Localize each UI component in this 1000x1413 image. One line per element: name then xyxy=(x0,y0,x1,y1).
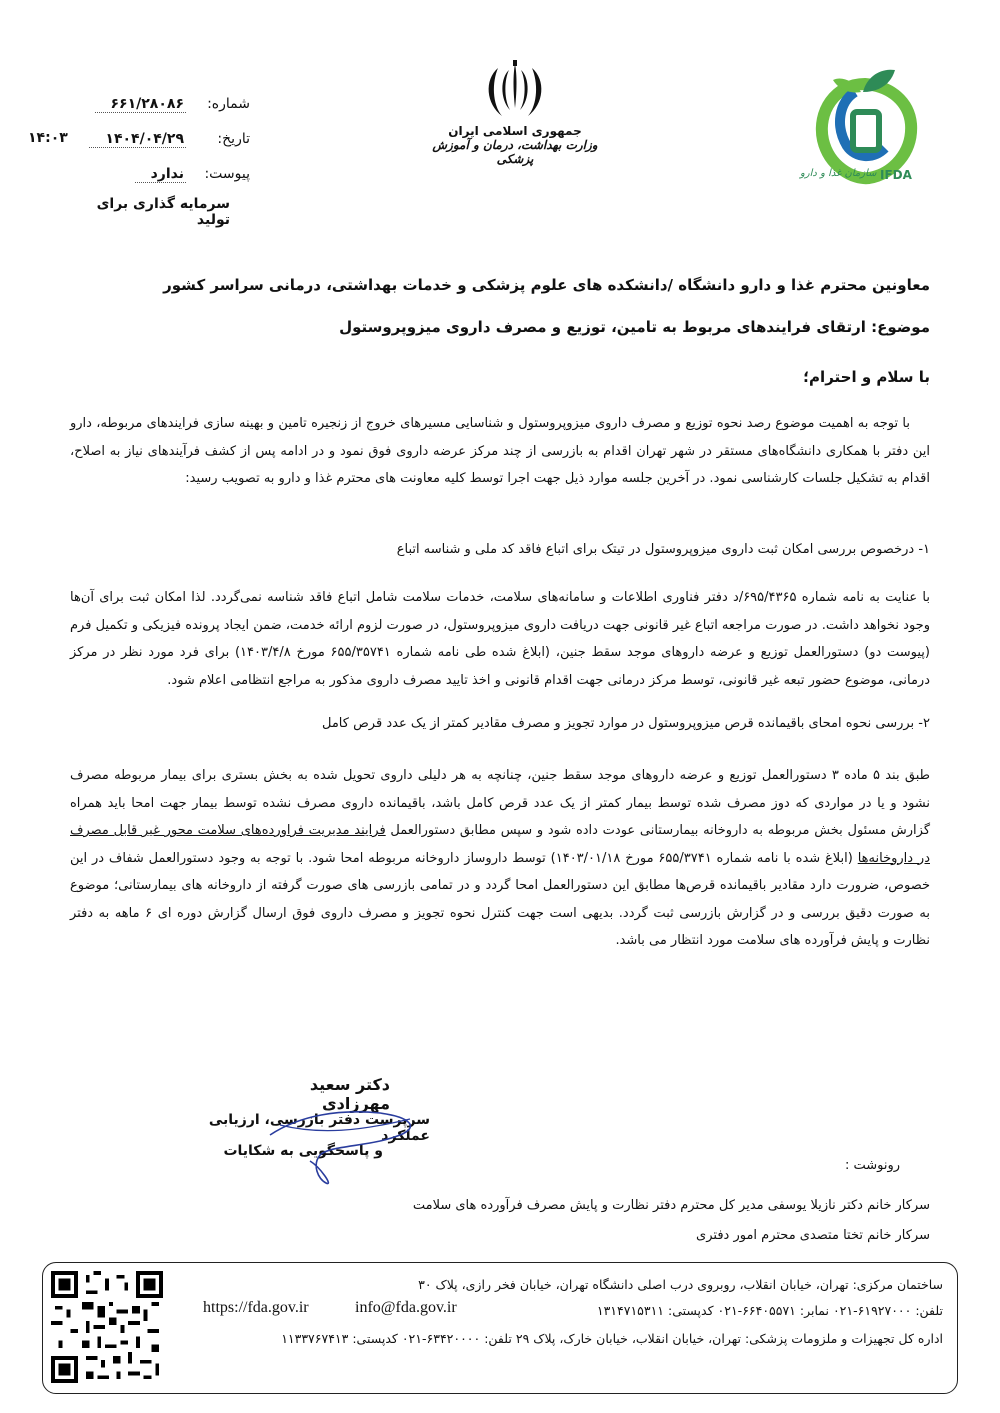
letter-number-row xyxy=(20,96,250,118)
signatory-name: دکتر سعید مهرزادی xyxy=(309,1075,390,1113)
footer-equipment-office: اداره کل تجهیزات و ملزومات پزشکی: تهران، خیابان انقلاب، خیابان خارک، پلاک ۲۹ تلفن: ۶۳۴۲۰۰۰۰-۰۲۱ کدپستی: ۱۱۳۳۷۶۷۴۱۳ xyxy=(281,1331,943,1346)
paragraph-item-2-part-2: (ابلاغ شده با نامه شماره ۶۵۵/۳۷۴۱ مورخ ۱۴۰۳/۰۱/۱۸) توسط داروساز داروخانه مربوطه امحا شود. با توجه به وجود دستورالعمل شفاف در این خصوص، ضرورت دارد مقادیر باقیمانده قرص‌ها مطابق این دستورالعمل امحا گردد و در تمامی بازرسی های صورت گرفته از داروخانه های بیمارستانی؛ موضوع به صورت دقیق بررسی و در گزارش بازرسی ثبت گردد. بدیهی است جهت کنترل نحوه تجویز و مصرف داروی فوق ارسال گزارش دوره ای ۶ ماهه به دفتر نظارت و پایش فرآورده های سلامت مورد انتظار می باشد. xyxy=(70,850,930,948)
footer-box xyxy=(42,1262,958,1394)
letter-subject xyxy=(339,318,930,336)
footer-phones: تلفن: ۶۱۹۲۷۰۰۰-۰۲۱ نمابر: ۶۶۴۰۵۵۷۱-۰۲۱ کدپستی: ۱۳۱۴۷۱۵۳۱۱ xyxy=(596,1303,943,1318)
paragraph-item-2 xyxy=(70,762,930,955)
letter-time: ۱۴:۰۳ xyxy=(28,130,68,146)
handwritten-signature xyxy=(260,1095,430,1190)
letter-date-value: ۱۴۰۴/۰۴/۲۹ xyxy=(89,131,186,148)
underlined-guideline-title: فرایند مدیریت فراورده‌های سلامت محور غیر قابل مصرف در داروخانه‌ها xyxy=(70,823,930,866)
emblem-line-1: جمهوری اسلامی ایران xyxy=(448,124,582,138)
signatory-title-line-2: و پاسخگویی به شکایات xyxy=(223,1143,383,1159)
letter-attachment-value: ندارد xyxy=(135,166,186,183)
letter-number-value: ۶۶۱/۲۸۰۸۶ xyxy=(95,96,186,113)
cc-recipient-1: سرکار خانم دکتر نازیلا یوسفی مدیر کل محترم دفتر نظارت و پایش مصرف فرآورده های سلامت xyxy=(412,1198,930,1213)
footer-website-link[interactable]: https://fda.gov.ir xyxy=(203,1299,309,1316)
paragraph-item-2-part-1: طبق بند ۵ ماده ۳ دستورالعمل توزیع و عرضه داروهای موجد سقط جنین، چنانچه به هر دلیلی داروی تحویل شده به بخش بستری برای بیمار مربوطه مصرف نشود و یا در مواردی که دوز مصرف شده توسط بیمار کمتر از یک عدد قرص کامل باشد، باقیمانده داروی مصرف نشده توسط بیمار جهت امحا باید همراه گزارش مسئول بخش مربوطه به داروخانه بیمارستانی عودت داده شود و سپس مطابق دستورالعمل xyxy=(70,768,931,838)
letter-greeting: با سلام و احترام؛ xyxy=(803,368,930,386)
cc-label: رونوشت : xyxy=(844,1158,900,1173)
footer-address: ساختمان مرکزی: تهران، خیابان انقلاب، روبروی درب اصلی دانشگاه تهران، خیابان فخر رازی، پلاک ۳۰ xyxy=(418,1277,943,1292)
qr-code-icon xyxy=(51,1271,163,1383)
emblem-icon xyxy=(480,60,550,122)
subject-text: ارتقای فرایندهای مربوط به تامین، توزیع و مصرف داروی میزوپروستول xyxy=(339,318,866,336)
slogan: سرمایه گذاری برای تولید xyxy=(96,196,230,228)
subject-label: موضوع: xyxy=(871,318,930,336)
letter-date-label: تاریخ: xyxy=(217,131,250,147)
item-2-heading: ۲- بررسی نحوه امحای باقیمانده قرص میزوپروستول در موارد تجویز و مصرف مقادیر کمتر از یک عدد قرص کامل xyxy=(322,716,930,731)
ifda-logo-en-text: IFDA xyxy=(880,168,912,182)
signatory-title-line-1: سرپرست دفتر بازرسی، ارزیابی عملکرد xyxy=(208,1112,430,1144)
letter-recipients: معاونین محترم غذا و دارو دانشگاه /دانشکده های علوم پزشکی و خدمات بهداشتی، درمانی سراسر کشور xyxy=(163,276,930,294)
letter-number-label: شماره: xyxy=(207,96,250,112)
letter-attachment-row xyxy=(20,166,250,188)
ifda-logo-fa-text: سازمان غذا و دارو xyxy=(800,168,877,179)
paragraph-item-1: با عنایت به نامه شماره ۶۹۵/۴۳۶۵/د دفتر فناوری اطلاعات و سامانه‌های سلامت، خدمات سلامت شامل اتباع فاقد شناسه نمی‌گردد. لذا امکان ثبت برای آن‌ها وجود نخواهد داشت. در صورت مراجعه اتباع غیر قانونی جهت دریافت داروی میزوپروستول، در صورت لزوم ارائه خدمت، ضمن ایجاد پرونده فیزیکی و تکمیل فرم (پیوست دو) دستورالعمل توزیع و عرضه داروهای موجد سقط جنین، (ابلاغ شده طی نامه شماره ۶۵۵/۳۵۷۴۱ مورخ ۱۴۰۳/۴/۸) برای فرد مورد نظر در مرکز درمانی، موضوع حضور تبعه غیر قانونی، توسط مرکز درمانی جهت اقدام قانونی و اخذ تایید مصرف داروی مذکور به مراجع انتظامی اعلام شود. xyxy=(70,590,930,688)
iran-emblem xyxy=(430,60,600,166)
emblem-line-2: وزارت بهداشت، درمان و آموزش پزشکی xyxy=(432,138,598,166)
footer-email-link[interactable]: info@fda.gov.ir xyxy=(355,1299,457,1316)
item-1-heading: ۱- درخصوص بررسی امکان ثبت داروی میزوپروستول در تیتک برای اتباع فاقد کد ملی و شناسه اتباع xyxy=(396,542,930,557)
cc-recipient-2: سرکار خانم تختا متصدی محترم امور دفتری xyxy=(696,1228,930,1243)
letter-attachment-label: پیوست: xyxy=(204,166,250,182)
paragraph-intro: با توجه به اهمیت موضوع رصد نحوه توزیع و مصرف داروی میزوپروستول و شناسایی مسیرهای خروج از زنجیره تامین و بهینه سازی فرایندهای مربوطه، دارو این دفتر با همکاری دانشگاه‌های مستقر در شهر تهران اقدام به بازرسی از چند مرکز عرضه داروی فوق نمود و در ادامه پس از کشف فرآیندهای نیاز به اصلاح، اقدام به تشکیل جلسات کارشناسی نمود. در آخرین جلسه موارد ذیل جهت اجرا توسط کلیه معاونت های محترم غذا و دارو به تصویب رسید: xyxy=(70,416,930,486)
